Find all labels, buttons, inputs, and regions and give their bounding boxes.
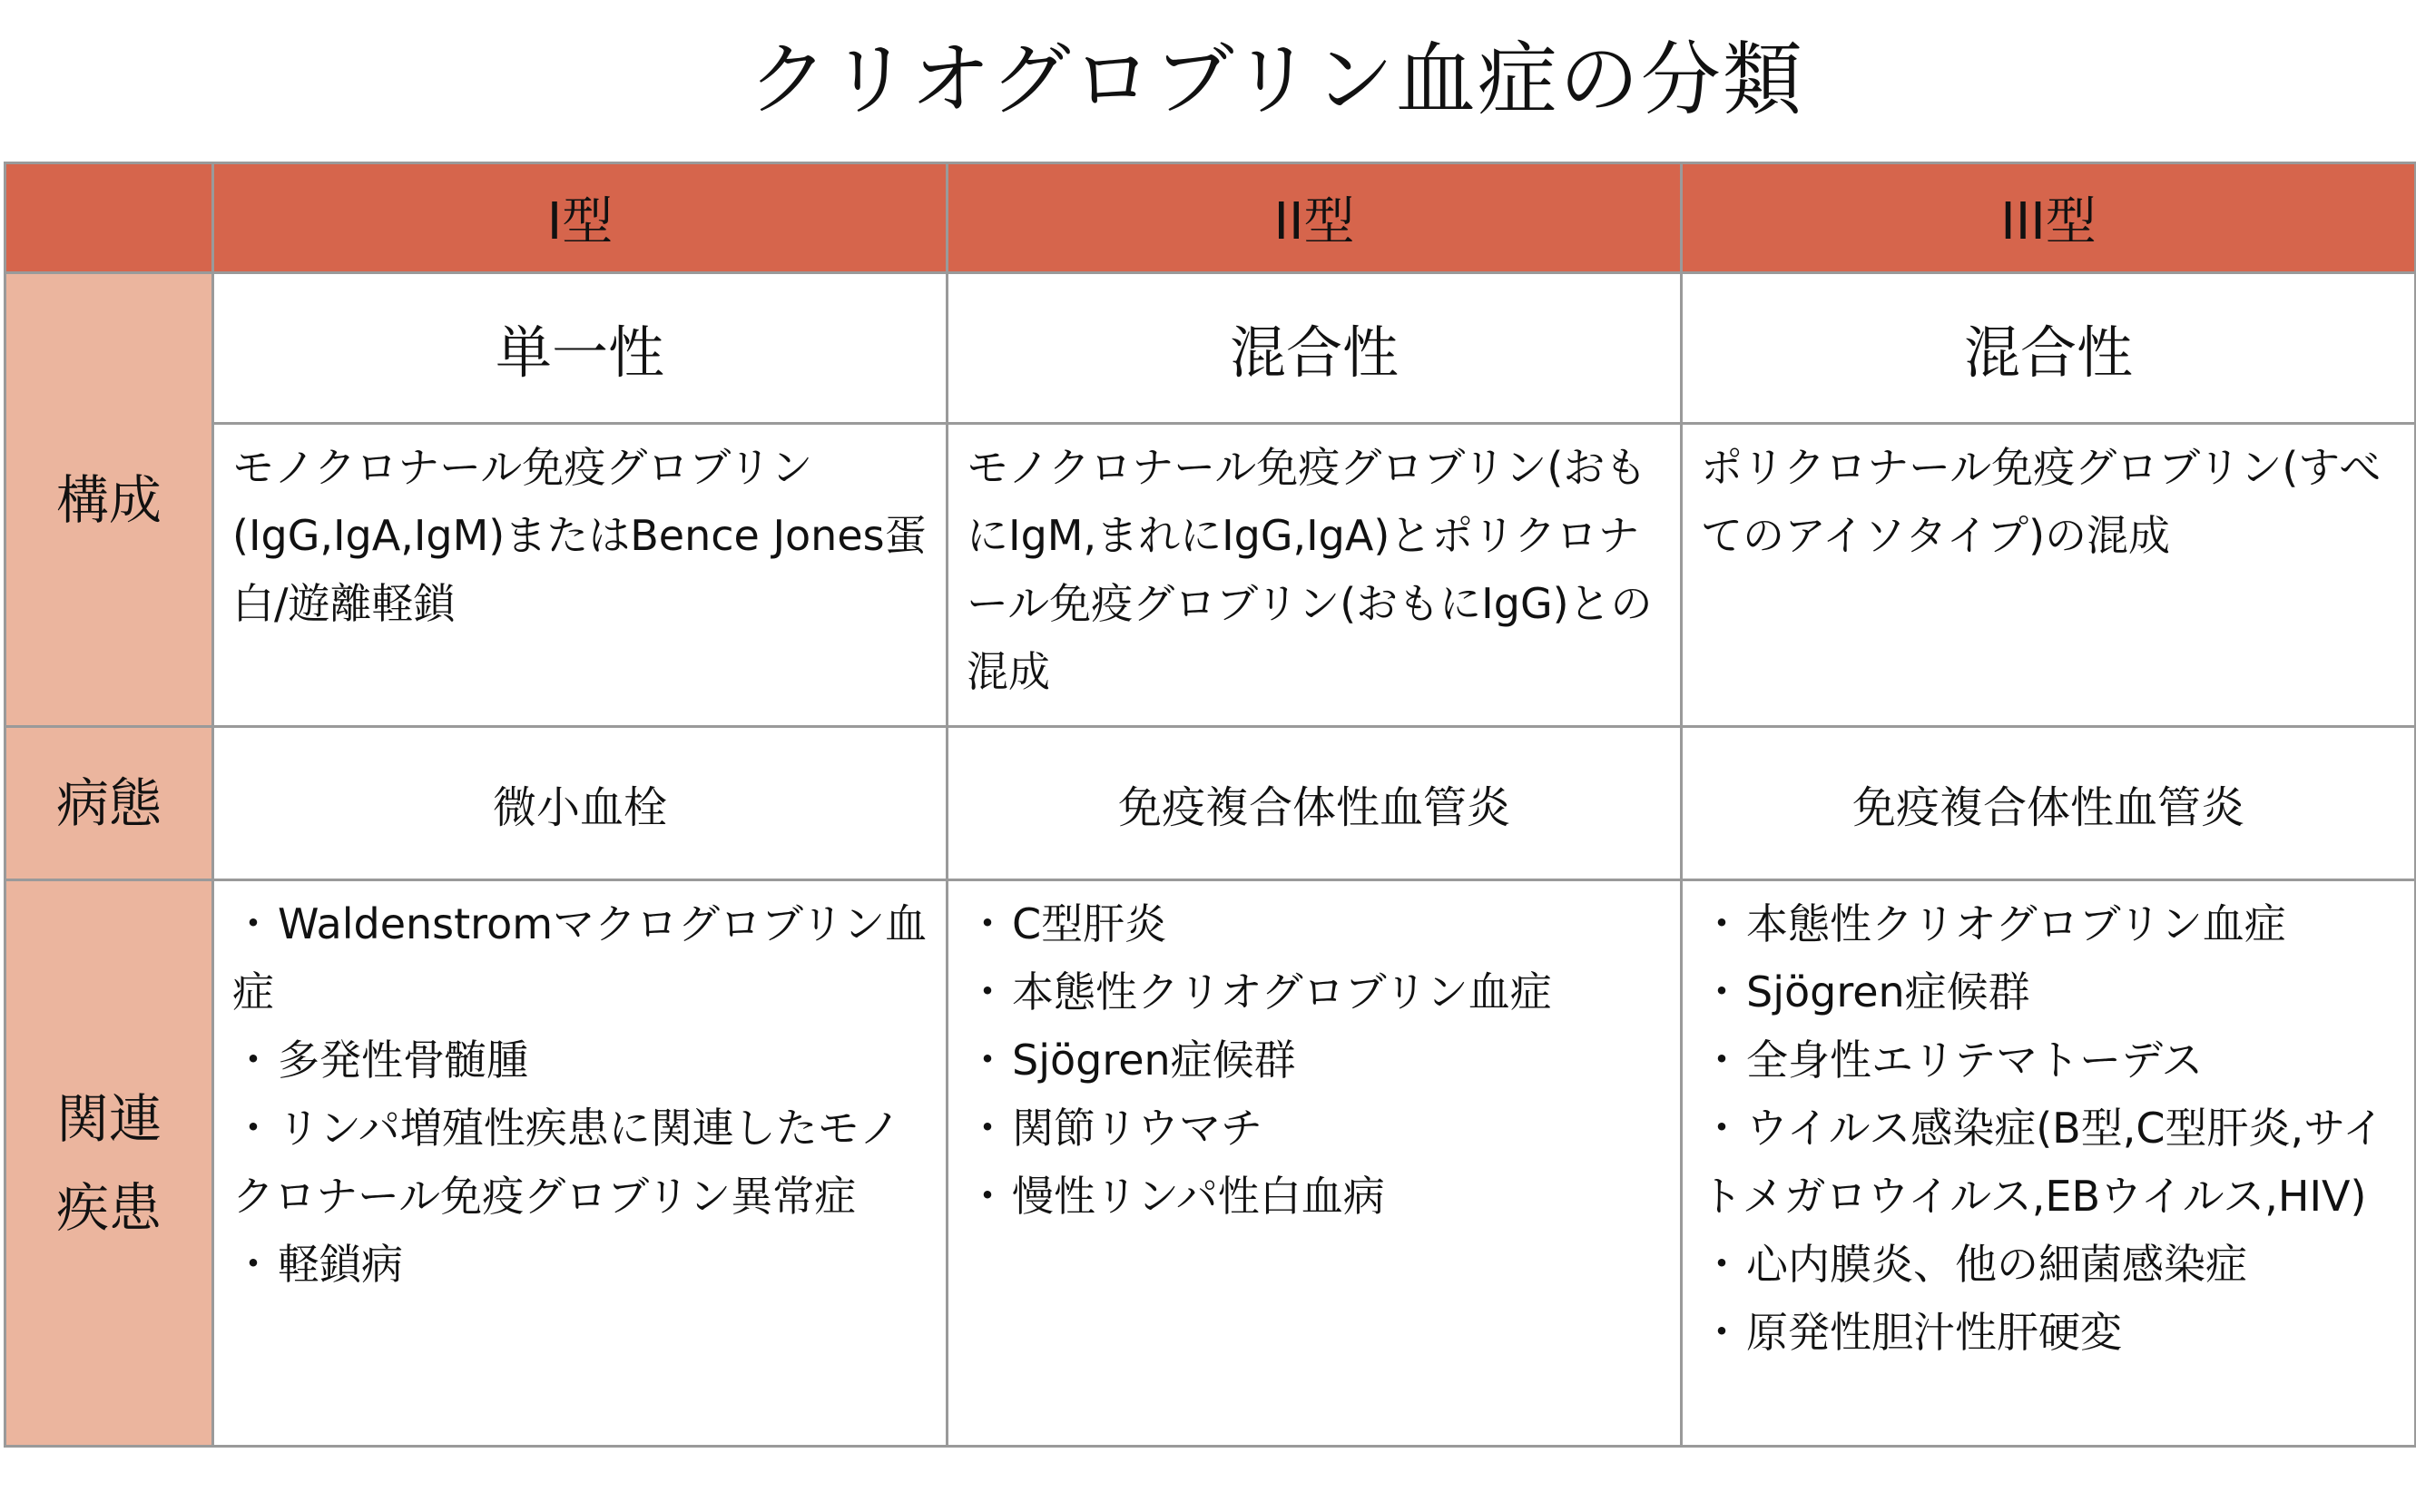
col-header-type3: III型: [1682, 163, 2416, 273]
bullet: ・: [1701, 1308, 1743, 1357]
disease-item: [1701, 1299, 2396, 1367]
nature-cell-type1: 単一性: [213, 273, 948, 424]
bullet: ・: [967, 899, 1008, 948]
bullet: ・: [1701, 1104, 1743, 1153]
composition-cell-type1: モノクロナール免疫グロブリン(IgG,IgA,IgM)またはBence Jones蛋白/遊離軽鎖: [213, 424, 948, 727]
bullet: ・: [232, 1104, 274, 1153]
disease-text: 心内膜炎、他の細菌感染症: [1746, 1240, 2247, 1289]
nature-cell-type3: 混合性: [1682, 273, 2416, 424]
col-header-type1: I型: [213, 163, 948, 273]
disease-item: [967, 1163, 1662, 1231]
bullet: ・: [967, 1104, 1008, 1153]
bullet: ・: [967, 967, 1008, 1016]
disease-text: 本態性クリオグロブリン血症: [1746, 899, 2286, 948]
bullet: ・: [967, 1036, 1008, 1085]
bullet: ・: [232, 899, 274, 948]
bullet: ・: [232, 1240, 274, 1289]
col-header-type2: II型: [948, 163, 1682, 273]
nature-cell-type2: 混合性: [948, 273, 1682, 424]
disease-text: 全身性エリテマトーデス: [1746, 1036, 2204, 1085]
disease-text: 多発性骨髄腫: [278, 1036, 528, 1085]
row-header-composition: 構成: [5, 273, 213, 727]
disease-item: [232, 1095, 928, 1231]
disease-text: ウイルス感染症(B型,C型肝炎,サイトメガロウイルス,EBウイルス,HIV): [1701, 1104, 2384, 1221]
diseases-cell-type2: [948, 880, 1682, 1447]
disease-item: [1701, 1231, 2396, 1299]
disease-item: [1701, 1026, 2396, 1095]
bullet: ・: [1701, 1240, 1743, 1289]
pathology-row: [5, 727, 2416, 880]
disease-text: 本態性クリオグロブリン血症: [1012, 967, 1552, 1016]
disease-item: [232, 1231, 928, 1299]
composition-row: [5, 424, 2416, 727]
disease-item: [967, 1026, 1662, 1095]
bullet: ・: [967, 1172, 1008, 1221]
row-header-diseases-line1: 関連: [55, 1087, 162, 1150]
disease-text: 原発性胆汁性肝硬変: [1746, 1308, 2122, 1357]
header-row: [5, 163, 2416, 273]
disease-item: [1701, 890, 2396, 958]
page-title: クリオグロブリン血症の分類: [748, 33, 1804, 126]
bullet: ・: [1701, 899, 1743, 948]
disease-text: 軽鎖病: [278, 1240, 403, 1289]
disease-item: [967, 958, 1662, 1026]
row-header-diseases-line2: 疾患: [55, 1176, 162, 1239]
disease-text: 慢性リンパ性白血病: [1012, 1172, 1385, 1221]
pathology-cell-type1: 微小血栓: [213, 727, 948, 880]
disease-item: [967, 890, 1662, 958]
disease-item: [1701, 958, 2396, 1026]
pathology-cell-type3: 免疫複合体性血管炎: [1682, 727, 2416, 880]
classification-table: [4, 162, 2416, 1448]
nature-row: [5, 273, 2416, 424]
bullet: ・: [232, 1036, 274, 1085]
diseases-cell-type1: [213, 880, 948, 1447]
disease-item: [967, 1095, 1662, 1163]
pathology-cell-type2: 免疫複合体性血管炎: [948, 727, 1682, 880]
disease-item: [232, 1026, 928, 1095]
disease-text: リンパ増殖性疾患に関連したモノクロナール免疫グロブリン異常症: [232, 1104, 901, 1221]
disease-item: [1701, 1095, 2396, 1231]
diseases-cell-type3: [1682, 880, 2416, 1447]
row-header-pathology: 病態: [5, 727, 213, 880]
composition-cell-type3: ポリクロナール免疫グロブリン(すべてのアイソタイプ)の混成: [1682, 424, 2416, 727]
composition-cell-type2: モノクロナール免疫グロブリン(おもにIgM,まれにIgG,IgA)とポリクロナール免疫グロブリン(おもにIgG)との混成: [948, 424, 1682, 727]
disease-text: Sjögren症候群: [1746, 967, 2030, 1016]
disease-text: Sjögren症候群: [1012, 1036, 1296, 1085]
bullet: ・: [1701, 1036, 1743, 1085]
row-header-diseases: [5, 880, 213, 1447]
disease-text: 関節リウマチ: [1012, 1104, 1262, 1153]
corner-cell: [5, 163, 213, 273]
diseases-row: [5, 880, 2416, 1447]
disease-text: C型肝炎: [1012, 899, 1167, 948]
disease-item: [232, 890, 928, 1026]
bullet: ・: [1701, 967, 1743, 1016]
disease-text: Waldenstromマクログロブリン血症: [232, 899, 928, 1016]
